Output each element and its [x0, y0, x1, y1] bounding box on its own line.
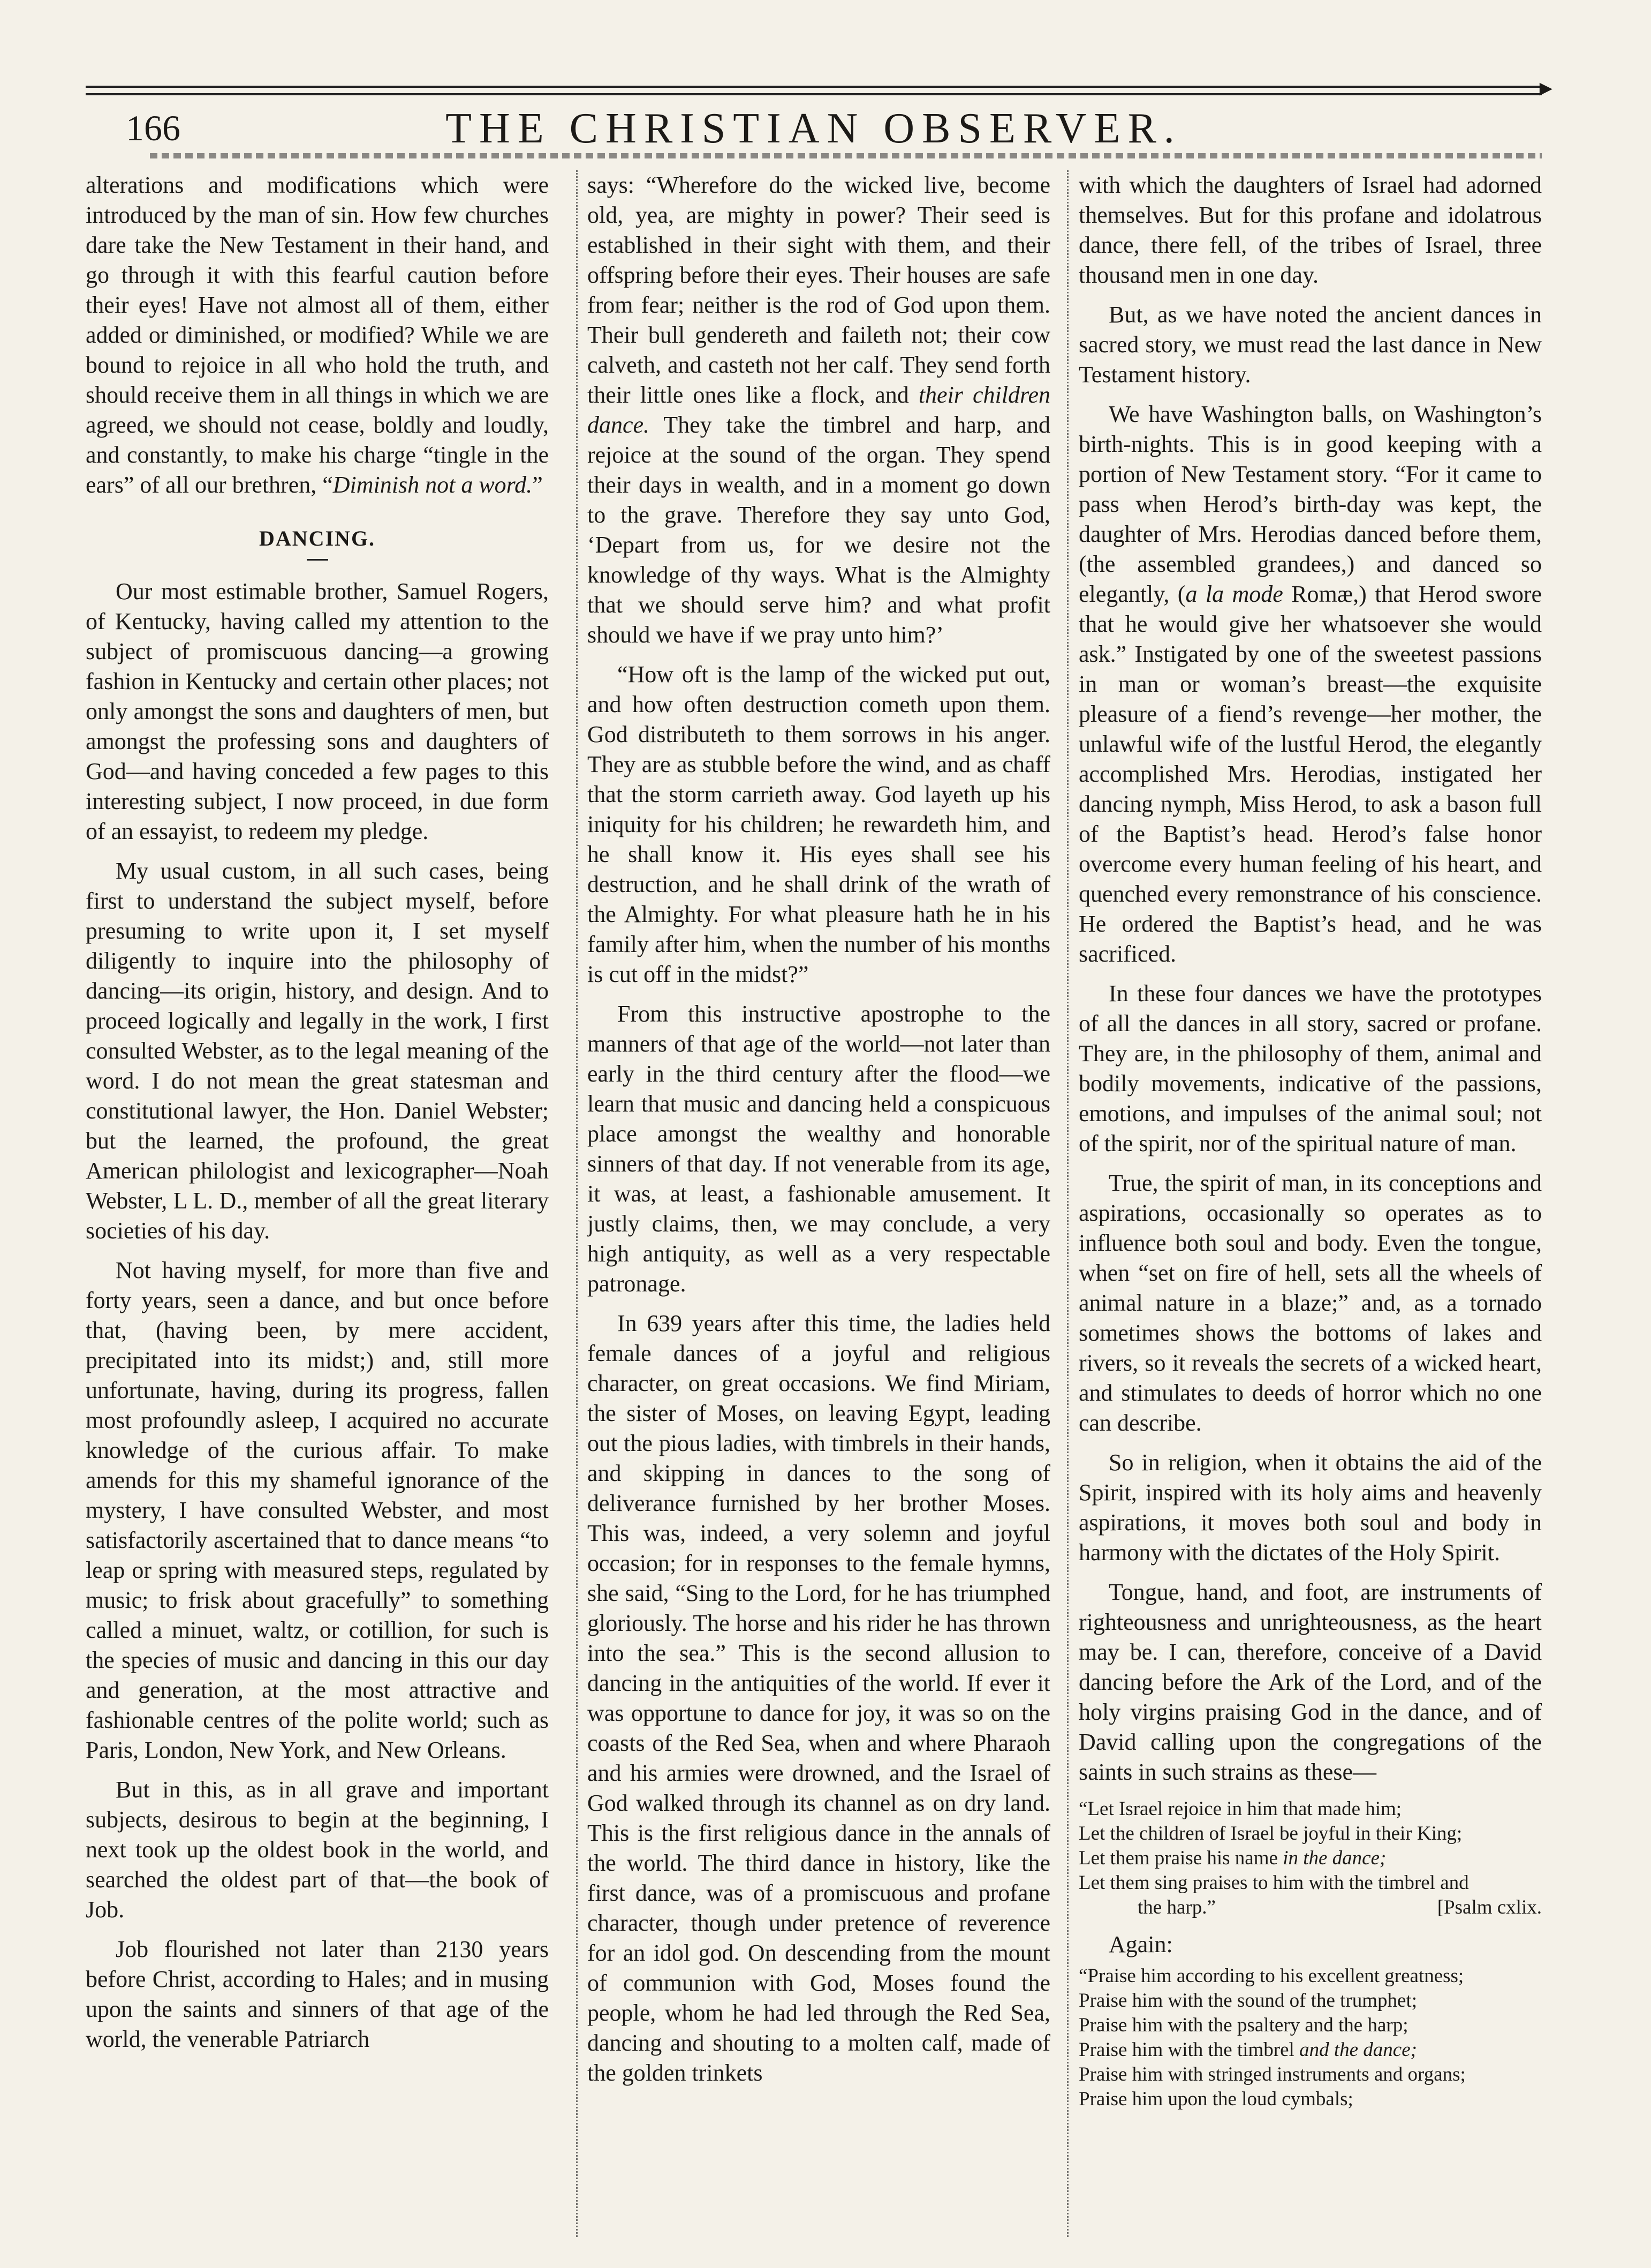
page-title: THE CHRISTIAN OBSERVER. — [445, 105, 1182, 152]
header-wavy-rule — [150, 153, 1542, 158]
verse-line: Let them praise his name in the dance; — [1079, 1847, 1387, 1869]
paragraph: From this instructive apostrophe to the manners of that age of the world—not later than early in the third century after the flood—we learn that music and dancing held a conspicuous place amongst the wealthy and honorable sinners of that day. If not venerable from its age, it was, at least, a fashionable amusement. It justly claims, then, we may conclude, a very high antiquity, as well as a very respectable patronage. — [587, 1001, 1050, 1297]
verse-line: “Let Israel rejoice in him that made him; — [1079, 1798, 1402, 1820]
column-divider — [576, 170, 578, 2237]
rule-ornament: ► — [1535, 76, 1557, 100]
paragraph: Job flourished not later than 2130 years before Christ, according to Hales; and in musing upon the saints and sinners of that age of the world, the venerable Patriarch — [86, 1936, 549, 2052]
verse-line: Let the children of Israel be joyful in their King; — [1079, 1823, 1463, 1844]
verse-line: Praise him with stringed instruments and organs; — [1079, 2063, 1466, 2085]
psalm-reference: [Psalm cxlix. — [1437, 1896, 1542, 1918]
paragraph: with which the daughters of Israel had adorned themselves. But for this profane and idolatrous dance, there fell, of the tribes of Israel, three thousand men in one day. — [1079, 172, 1542, 288]
psalm-quote-1 — [1079, 1797, 1542, 1920]
section-heading: DANCING. — [259, 526, 376, 550]
paragraph: But in this, as in all grave and important subjects, desirous to begin at the beginning, I next took up the oldest book in the world, and searched the oldest part of that—the book of Job. — [86, 1776, 549, 1923]
column-3 — [1079, 170, 1542, 2237]
paragraph: We have Washington balls, on Washington’s birth-nights. This is in good keeping with a portion of New Testament story. “For it came to pass when Herod’s birth-day was kept, the daughter of Mrs. Herodias danced before them, (the assembled grandees,) and danced so elegantly, (a la mode Romæ,) that Herod swore that he would give her whatsoever she would ask.” Instigated by one of the sweetest passions in man or woman’s breast—the exquisite pleasure of a fiend’s revenge—her mother, the unlawful wife of the lustful Herod, the elegantly accomplished Mrs. Herodias, instigated her dancing nymph, Miss Herod, to ask a bason full of the Baptist’s head. Herod’s false honor overcome every human feeling of his heart, and quenched every remonstrance of his conscience. He ordered the Baptist’s head, and he was sacrificed. — [1079, 401, 1542, 967]
paragraph: True, the spirit of man, in its conceptions and aspirations, occasionally so operates as to influence both soul and body. Even the tongue, when “set on fire of hell, sets all the wheels of animal nature in a blaze;” and, as a tornado sometimes shows the bottoms of lakes and rivers, so it reveals the secrets of a wicked heart, and stimulates to deeds of horror which no one can describe. — [1079, 1170, 1542, 1436]
column-divider — [1067, 170, 1069, 2237]
heading-rule — [307, 559, 328, 561]
paragraph: Again: — [1109, 1931, 1173, 1957]
paragraph: Our most estimable brother, Samuel Rogers, of Kentucky, having called my attention to the subject of promiscuous dancing—a growing fashion in Kentucky and certain other places; not only amongst the sons and daughters of men, but amongst the professing sons and daughters of God—and having conceded a few pages to this interesting subject, I now proceed, in due form of an essayist, to redeem my pledge. — [86, 578, 549, 844]
verse-line: Praise him with the sound of the trumphet; — [1079, 1990, 1417, 2012]
page-number: 166 — [126, 108, 180, 148]
paragraph: Tongue, hand, and foot, are instruments of righteousness and unrighteousness, as the heart may be. I can, therefore, conceive of a David dancing before the Ark of the Lord, and of the holy virgins praising God in the dance, and of David calling upon the congregations of the saints in such strains as these— — [1079, 1579, 1542, 1785]
page-header — [86, 104, 1542, 153]
column-1 — [86, 170, 549, 2237]
top-double-rule — [86, 86, 1542, 95]
column-2 — [587, 170, 1050, 2237]
paragraph: So in religion, when it obtains the aid of the Spirit, inspired with its holy aims and heavenly aspirations, it moves both soul and body in harmony with the dictates of the Holy Spirit. — [1079, 1449, 1542, 1566]
verse-line: Let them sing praises to him with the timbrel and — [1079, 1872, 1469, 1894]
psalm-quote-2 — [1079, 1964, 1542, 2112]
paragraph: In these four dances we have the prototypes of all the dances in all story, sacred or profane. They are, in the philosophy of them, animal and bodily movements, indicative of the passions, emotions, and impulses of the animal soul; not of the spirit, nor of the spiritual nature of man. — [1079, 980, 1542, 1156]
paragraph: “How oft is the lamp of the wicked put out, and how often destruction cometh upon them. God distributeth to them sorrows in his anger. They are as stubble before the wind, and as chaff that the storm carrieth away. God layeth up his iniquity for his children; he rewardeth him, and he shall know it. His eyes shall see his destruction, and he shall drink of the wrath of the Almighty. For what pleasure hath he in his family after him, when the number of his months is cut off in the midst?” — [587, 661, 1050, 987]
verse-line: Praise him upon the loud cymbals; — [1079, 2088, 1353, 2110]
verse-line: “Praise him according to his excellent greatness; — [1079, 1965, 1464, 1987]
paragraph: says: “Wherefore do the wicked live, become old, yea, are mighty in power? Their seed is established in their sight with them, and their offspring before their eyes. Their houses are safe from fear; neither is the rod of God upon them. Their bull gendereth and faileth not; their cow calveth, and casteth not her calf. They send forth their little ones like a flock, and their children dance. They take the timbrel and harp, and rejoice at the sound of the organ. They spend their days in wealth, and in a moment go down to the grave. Therefore they say unto God, ‘Depart from us, for we desire not the knowledge of thy ways. What is the Almighty that we should serve him? and what profit should we have if we pray unto him?’ — [587, 172, 1050, 648]
paragraph: My usual custom, in all such cases, being first to understand the subject myself, before presuming to write upon it, I set myself diligently to inquire into the philosophy of dancing—its origin, history, and design. And to proceed logically and legally in the work, I first consulted Webster, as to the legal meaning of the word. I do not mean the great statesman and constitutional lawyer, the Hon. Daniel Webster; but the learned, the profound, the great American philologist and lexicographer—Noah Webster, L L. D., member of all the great literary societies of his day. — [86, 858, 549, 1244]
paragraph: But, as we have noted the ancient dances in sacred story, we must read the last dance in New Testament history. — [1079, 301, 1542, 388]
paragraph: Not having myself, for more than five and forty years, seen a dance, and but once before that, (having been, by mere accident, precipitated into its midst;) and, still more unfortunate, having, during its progress, fallen most profoundly asleep, I acquired no accurate knowledge of the curious affair. To make amends for this my shameful ignorance of the mystery, I have consulted Webster, and most satisfactorily ascertained that to dance means “to leap or spring with measured steps, regulated by music; to frisk about gracefully” to something called a minuet, waltz, or cotillion, for such is the species of music and dancing in this our day and generation, at the most attractive and fashionable centres of the polite world; such as Paris, London, New York, and New Orleans. — [86, 1257, 549, 1763]
verse-line: Praise him with the psaltery and the harp; — [1079, 2014, 1408, 2036]
verse-line: the harp.” [Psalm cxlix. — [1079, 1895, 1542, 1920]
paragraph: alterations and modifications which were introduced by the man of sin. How few churches dare take the New Testament in their hand, and go through it with this fearful caution before their eyes! Have not almost all of them, either added or diminished, or modified? While we are bound to rejoice in all who hold the truth, and should receive them in all things in which we are agreed, we should not cease, boldly and loudly, and constantly, to make his charge “tingle in the ears” of all our brethren, “Diminish not a word.” — [86, 172, 549, 498]
paragraph: In 639 years after this time, the ladies held female dances of a joyful and religious character, on great occasions. We find Miriam, the sister of Moses, on leaving Egypt, leading out the pious ladies, with timbrels in their hands, and skipping in dances to the song of deliverance furnished by her brother Moses. This was, indeed, a very solemn and joyful occasion; for in responses to the female hymns, she said, “Sing to the Lord, for he has triumphed gloriously. The horse and his rider he has thrown into the sea.” This is the second allusion to dancing in the antiquities of the world. If ever it was opportune to dance for joy, it was so on the coasts of the Red Sea, when and where Pharaoh and his armies were drowned, and the Israel of God walked through its channel as on dry land. This is the first religious dance in the annals of the world. The third dance in history, like the first dance, was of a promiscuous and profane character, though under pretence of reverence for an idol god. On descending from the mount of communion with God, Moses found the people, whom he had led through the Red Sea, dancing and shouting to a molten calf, made of the golden trinkets — [587, 1310, 1050, 2086]
verse-line: Praise him with the timbrel and the dance; — [1079, 2039, 1417, 2061]
